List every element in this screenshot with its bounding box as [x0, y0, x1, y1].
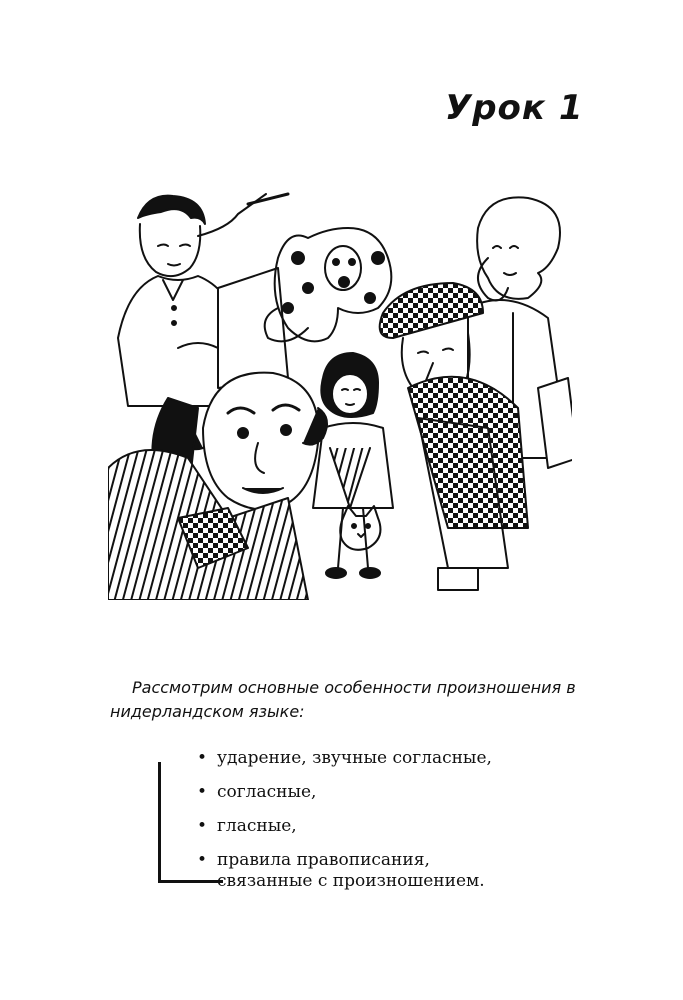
man-with-cap-figure [380, 283, 528, 590]
list-item-text: ударение, звучные согласные, [217, 748, 492, 768]
bullet-icon: • [197, 816, 208, 836]
list-item-text: гласные, [217, 816, 297, 836]
list-item-text: правила правописания, [217, 850, 430, 870]
list-item [197, 748, 492, 769]
topics-list [197, 748, 492, 905]
list-item-text: согласные, [217, 782, 317, 802]
intro-paragraph: Рассмотрим основные особенности произношения в нидерландском языке: [110, 678, 576, 721]
bullet-icon: • [197, 748, 208, 768]
lesson-title: Урок 1 [445, 88, 584, 128]
list-item [197, 816, 492, 837]
list-item [197, 782, 492, 803]
cat-figure [340, 506, 380, 550]
bullet-icon: • [197, 782, 208, 802]
list-item [197, 850, 492, 892]
list-item-text-continued: связанные с произношением. [217, 871, 485, 891]
bullet-icon: • [197, 850, 208, 870]
girl-figure [313, 353, 393, 578]
cartoon-characters-illustration [108, 188, 572, 600]
